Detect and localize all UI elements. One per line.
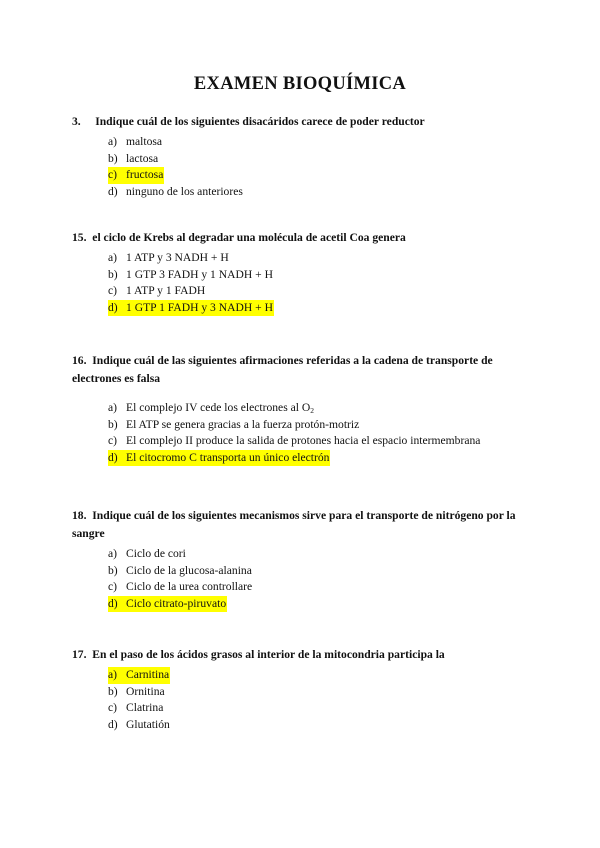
option-d[interactable]	[108, 596, 532, 613]
question-text	[72, 113, 532, 131]
option-letter: c)	[108, 168, 118, 182]
option-letter: b)	[108, 151, 118, 165]
options-list	[108, 546, 532, 612]
option-text: Glutatión	[126, 717, 170, 731]
option-text: 1 GTP 3 FADH y 1 NADH + H	[126, 267, 273, 281]
question-block	[72, 507, 532, 612]
option-text: Ornitina	[126, 684, 165, 698]
option-letter: a)	[108, 135, 118, 148]
options-list	[108, 134, 532, 200]
option-text: El complejo IV cede los electrones al O	[126, 401, 311, 414]
option-b[interactable]	[108, 267, 532, 284]
question-prompt: Indique cuál de las siguientes afirmaciones referidas a la cadena de transporte de electrones es falsa	[72, 354, 493, 385]
option-d[interactable]	[108, 450, 532, 467]
option-text: El ATP se genera gracias a la fuerza protón-motriz	[126, 417, 360, 431]
option-letter: c)	[108, 580, 118, 594]
question-prompt: En el paso de los ácidos grasos al interior de la mitocondria participa la	[92, 648, 445, 661]
option-letter: b)	[108, 563, 118, 577]
option-text: El complejo II produce la salida de protones hacia el espacio intermembrana	[126, 434, 481, 448]
option-a[interactable]	[108, 546, 532, 563]
option-text: 1 ATP y 1 FADH	[126, 284, 206, 298]
question-block	[72, 646, 532, 733]
option-c[interactable]	[108, 433, 532, 450]
option-a[interactable]	[108, 667, 532, 684]
option-text: Ciclo de cori	[126, 547, 186, 560]
option-letter: b)	[108, 267, 118, 281]
question-text	[72, 229, 532, 247]
option-text: Clatrina	[126, 701, 164, 715]
question-number: 3.	[72, 115, 81, 128]
exam-title: EXAMEN BIOQUÍMICA	[193, 74, 407, 94]
option-d[interactable]	[108, 300, 532, 317]
option-letter: a)	[108, 547, 118, 560]
option-text: fructosa	[126, 168, 164, 182]
question-prompt: el ciclo de Krebs al degradar una molécula de acetil Coa genera	[92, 231, 406, 244]
question-prompt: Indique cuál de los siguientes disacáridos carece de poder reductor	[95, 115, 425, 128]
option-text: 1 GTP 1 FADH y 3 NADH + H	[126, 300, 273, 314]
option-a[interactable]	[108, 250, 532, 267]
option-letter: b)	[108, 417, 118, 431]
option-text: Ciclo de la urea controllare	[126, 580, 253, 594]
option-letter: c)	[108, 701, 118, 715]
option-text: Carnitina	[126, 668, 170, 681]
question-number: 17.	[72, 648, 87, 661]
question-number: 15.	[72, 231, 87, 244]
option-d[interactable]	[108, 184, 532, 201]
option-letter: b)	[108, 684, 118, 698]
options-list	[108, 667, 532, 733]
question-text	[72, 352, 532, 388]
option-letter: d)	[108, 450, 118, 464]
option-a[interactable]	[108, 134, 532, 151]
option-c[interactable]	[108, 167, 532, 184]
option-text: Ciclo citrato-piruvato	[126, 596, 227, 610]
question-number: 18.	[72, 509, 87, 522]
option-text: ninguno de los anteriores	[126, 184, 243, 198]
option-b[interactable]	[108, 151, 532, 168]
option-letter: a)	[108, 251, 118, 264]
option-a[interactable]	[108, 400, 532, 417]
question-text	[72, 646, 532, 664]
option-b[interactable]	[108, 684, 532, 701]
options-list	[108, 400, 532, 466]
option-d[interactable]	[108, 717, 532, 734]
question-block	[72, 229, 532, 316]
option-subscript: 2	[310, 406, 315, 415]
option-text: 1 ATP y 3 NADH + H	[126, 251, 229, 264]
option-text: lactosa	[126, 151, 159, 165]
option-letter: c)	[108, 284, 118, 298]
option-c[interactable]	[108, 700, 532, 717]
question-block	[72, 352, 532, 466]
option-text: Ciclo de la glucosa-alanina	[126, 563, 252, 577]
option-c[interactable]	[108, 579, 532, 596]
question-prompt: Indique cuál de los siguientes mecanismos sirve para el transporte de nitrógeno por la sangre	[72, 509, 516, 540]
option-letter: d)	[108, 596, 118, 610]
question-number: 16.	[72, 354, 87, 367]
option-b[interactable]	[108, 563, 532, 580]
question-block	[72, 113, 532, 200]
option-text: El citocromo C transporta un único electrón	[126, 450, 330, 464]
option-letter: d)	[108, 717, 118, 731]
option-letter: c)	[108, 434, 118, 448]
option-c[interactable]	[108, 283, 532, 300]
option-letter: d)	[108, 184, 118, 198]
option-letter: a)	[108, 401, 118, 414]
option-text: maltosa	[126, 135, 163, 148]
option-b[interactable]	[108, 417, 532, 434]
option-letter: a)	[108, 668, 118, 681]
options-list	[108, 250, 532, 316]
option-letter: d)	[108, 300, 118, 314]
question-text	[72, 507, 532, 543]
